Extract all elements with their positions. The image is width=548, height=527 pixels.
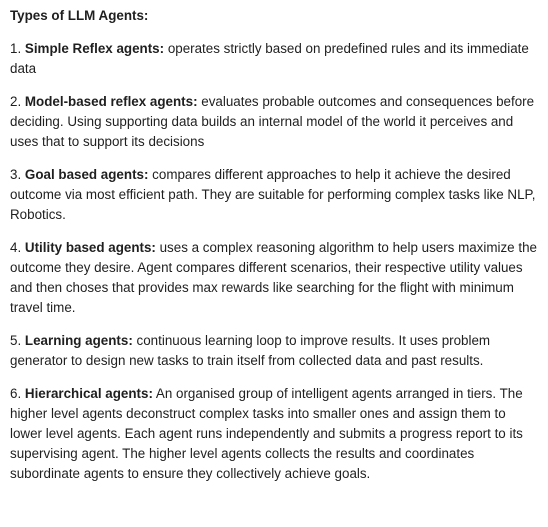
item-description: continuous learning loop to improve results. It uses problem generator to design new tasks to train itself from collected data and past results. [10, 333, 491, 368]
item-name: Hierarchical agents: [24, 386, 153, 401]
list-item-model-based-reflex [10, 92, 540, 152]
item-number: 3. [10, 167, 22, 182]
list-item-learning [10, 331, 540, 371]
list-item-goal-based [10, 165, 540, 225]
item-description: An organised group of intelligent agents arranged in tiers. The higher level agents deconstruct complex tasks into smaller ones and assign them to lower level agents. Each agent runs independently and submits a progress report to its supervising agent. The higher level agents collects the results and coordinates subordinate agents to ensure they collectively achieve goals. [10, 386, 523, 481]
item-name: Learning agents: [24, 333, 133, 348]
item-name: Model-based reflex agents: [24, 94, 198, 109]
item-description: evaluates probable outcomes and consequences before deciding. Using supporting data builds an internal model of the world it perceives and uses that to support its decisions [10, 94, 535, 149]
item-name: Simple Reflex agents: [24, 41, 165, 56]
item-name: Utility based agents: [24, 240, 156, 255]
item-name: Goal based agents: [24, 167, 149, 182]
item-description: uses a complex reasoning algorithm to help users maximize the outcome they desire. Agent compares different scenarios, their respective utility values and then choses that provides max rewards like searching for the flight with minimum travel time. [10, 240, 537, 315]
item-number: 5. [10, 333, 22, 348]
list-item-hierarchical [10, 384, 540, 484]
list-item-utility-based [10, 238, 540, 318]
item-number: 1. [10, 41, 22, 56]
item-number: 4. [10, 240, 22, 255]
item-description: compares different approaches to help it achieve the desired outcome via most efficient path. They are suitable for performing complex tasks like NLP, Robotics. [10, 167, 536, 222]
item-number: 2. [10, 94, 22, 109]
list-item-simple-reflex [10, 39, 540, 79]
item-number: 6. [10, 386, 22, 401]
document-heading: Types of LLM Agents: [10, 8, 149, 23]
item-description: operates strictly based on predefined rules and its immediate data [10, 41, 529, 76]
